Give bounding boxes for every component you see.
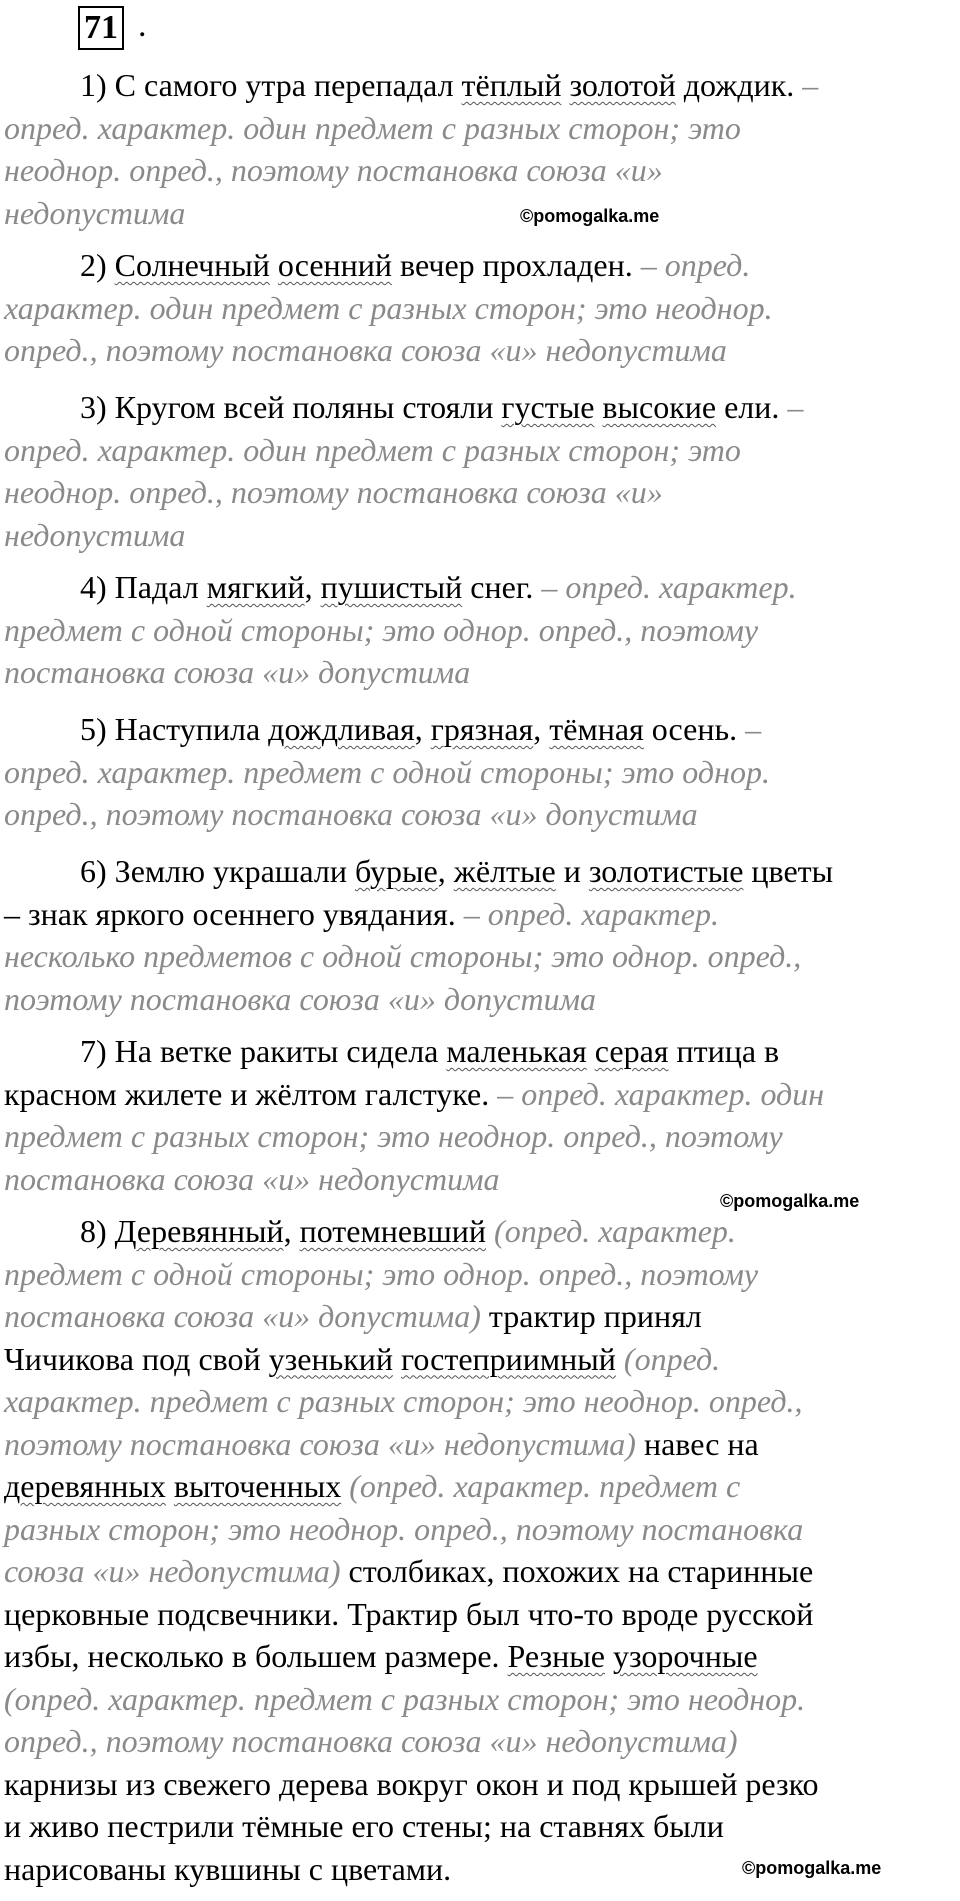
text-line [4, 978, 596, 1020]
explanation-text: предмет с одной стороны; это однор. опред., поэтому [4, 611, 759, 648]
text-segment: 7) На ветке ракиты сидела [80, 1033, 447, 1069]
text-line [4, 1848, 451, 1890]
text-segment: 1) С самого утра перепадал [80, 67, 462, 103]
text-segment: карнизы из свежего дерева вокруг окон и под крышей резко [4, 1765, 819, 1802]
text-line [4, 1465, 740, 1507]
explanation-text: неоднор. опред., поэтому постановка союза «и» [4, 474, 663, 510]
text-line [80, 244, 750, 286]
text-line [80, 566, 797, 608]
text-line [4, 1763, 819, 1805]
explanation-text: – [802, 67, 819, 103]
text-segment: – знак яркого осеннего увядания. [4, 895, 464, 932]
underlined-word: дождливая [268, 711, 415, 747]
underlined-word: тёплый [461, 67, 562, 103]
text-line [4, 1508, 803, 1550]
text-segment: цветы [743, 853, 834, 889]
text-line [4, 793, 698, 835]
underlined-word: Деревянный [114, 1213, 284, 1249]
text-segment: трактир принял [480, 1298, 702, 1334]
text-line [4, 1295, 702, 1337]
text-line [4, 609, 758, 651]
explanation-text: (опред. характер. предмет с разных сторон; это неоднор. [4, 1680, 806, 1717]
text-segment: 2) [80, 247, 115, 283]
text-line [4, 1678, 805, 1720]
explanation-text: – опред. характер. один [497, 1075, 825, 1112]
underlined-word: узенький [268, 1340, 394, 1377]
underlined-word: золотой [569, 67, 676, 103]
explanation-text: опред. характер. один предмет с разных сторон; это [4, 109, 741, 146]
explanation-text: опред. характер. один предмет с разных сторон; это [4, 431, 741, 468]
text-segment: 6) Землю украшали [80, 853, 355, 889]
text-segment [270, 247, 278, 283]
text-segment: Чичикова под свой [4, 1340, 269, 1377]
explanation-text: поэтому постановка союза «и» недопустима) [4, 1425, 636, 1462]
text-line [4, 1073, 824, 1115]
text-line [4, 1423, 759, 1465]
text-segment: навес на [635, 1425, 759, 1462]
text-line [4, 1115, 783, 1157]
text-segment: 3) Кругом всей поляны стояли [80, 389, 502, 425]
text-segment: 4) Падал [80, 569, 207, 605]
explanation-text: опред., поэтому постановка союза «и» недопустима) [4, 1723, 738, 1759]
explanation-text: поэтому постановка союза «и» допустима [4, 980, 596, 1017]
text-line [4, 1158, 500, 1200]
text-segment: и [555, 853, 589, 889]
explanation-text: опред., поэтому постановка союза «и» недопустима [4, 332, 727, 368]
watermark: ©pomogalka.me [720, 1191, 860, 1211]
explanation-text: характер. один предмет с разных сторон; это неоднор. [4, 289, 773, 326]
text-line [4, 329, 727, 371]
underlined-word: пушистый [320, 569, 463, 605]
underlined-word: маленькая [446, 1033, 587, 1069]
text-segment: , [414, 711, 431, 747]
underlined-word: высокие [602, 389, 717, 425]
text-line [4, 149, 663, 191]
underlined-word: Солнечный [114, 247, 270, 283]
explanation-text: постановка союза «и» допустима [4, 654, 471, 690]
text-segment [616, 1341, 624, 1377]
explanation-text: (опред. характер. [494, 1213, 736, 1249]
text-line [80, 708, 761, 750]
text-segment: вечер прохладен. [392, 247, 641, 283]
text-line [4, 1550, 813, 1592]
underlined-word: жёлтые [453, 853, 556, 889]
explanation-text: – опред. характер. [541, 569, 797, 605]
underlined-word: Резные [507, 1638, 605, 1674]
text-segment: церковные подсвечники. Трактир был что-то вроде русской [4, 1595, 814, 1632]
text-segment: , [437, 853, 454, 889]
explanation-text: разных сторон; это неоднор. опред., поэтому постановка [4, 1510, 804, 1547]
underlined-word: грязная [430, 711, 534, 747]
text-line [4, 107, 741, 149]
exercise-number: 71 [78, 6, 124, 50]
text-line [4, 1338, 720, 1380]
text-line [4, 429, 741, 471]
explanation-text: – опред. характер. [463, 895, 719, 932]
text-line [4, 1805, 724, 1847]
text-segment [166, 1468, 174, 1504]
underlined-word: густые [501, 389, 595, 425]
explanation-text: несколько предметов с одной стороны; это однор. опред., [4, 938, 802, 974]
text-line [4, 471, 663, 513]
text-line [80, 1030, 779, 1072]
watermark: ©pomogalka.me [520, 206, 660, 226]
text-line [4, 287, 773, 329]
explanation-text: – [787, 389, 804, 425]
underlined-word: серая [594, 1033, 669, 1069]
exercise-number-dot: . [138, 7, 147, 44]
text-segment: , [283, 1213, 300, 1249]
text-segment: осень. [643, 711, 746, 747]
text-segment: избы, несколько в большем размере. [4, 1638, 508, 1674]
underlined-word: гостеприимный [401, 1340, 616, 1377]
underlined-word: золотистые [588, 853, 744, 889]
text-segment: нарисованы кувшины с цветами. [4, 1850, 452, 1887]
text-segment [486, 1213, 494, 1249]
text-line [4, 935, 801, 977]
text-segment [587, 1033, 595, 1069]
underlined-word: мягкий [206, 569, 305, 605]
text-segment [605, 1638, 613, 1674]
text-segment: ели. [716, 389, 788, 425]
text-line [80, 386, 803, 428]
underlined-word: потемневший [299, 1213, 487, 1249]
text-line [80, 64, 818, 106]
text-segment [393, 1341, 401, 1377]
explanation-text: опред., поэтому постановка союза «и» допустима [4, 796, 698, 832]
text-line [4, 893, 719, 935]
explanation-text: неоднор. опред., поэтому постановка союза «и» [4, 152, 663, 188]
explanation-text: – опред. [640, 247, 751, 283]
explanation-text: предмет с разных сторон; это неоднор. опред., поэтому [4, 1118, 783, 1154]
explanation-text: постановка союза «и» допустима) [4, 1298, 481, 1334]
text-line [4, 1253, 758, 1295]
text-line [80, 850, 833, 892]
text-line [4, 1720, 738, 1762]
text-line [4, 514, 185, 556]
explanation-text: союза «и» недопустима) [4, 1553, 341, 1589]
underlined-word: бурые [354, 853, 438, 889]
underlined-word: выточенных [173, 1468, 342, 1504]
text-line [4, 651, 470, 693]
text-segment: красном жилете и жёлтом галстуке. [4, 1075, 498, 1112]
explanation-text: постановка союза «и» недопустима [4, 1160, 500, 1197]
text-line [4, 751, 770, 793]
text-segment: 5) Наступила [80, 711, 269, 747]
underlined-word: деревянных [4, 1468, 166, 1504]
text-segment: дождик. [675, 67, 803, 103]
explanation-text: (опред. [623, 1340, 721, 1377]
text-segment: столбиках, похожих на старинные [340, 1553, 814, 1589]
text-segment: и живо пестрили тёмные его стены; на ставнях были [4, 1808, 724, 1844]
explanation-text: недопустима [4, 516, 186, 553]
text-line [4, 1380, 803, 1422]
text-line [4, 1593, 813, 1635]
text-segment: , [304, 569, 321, 605]
watermark: ©pomogalka.me [742, 1858, 882, 1878]
text-line [4, 192, 185, 234]
text-segment: , [533, 711, 550, 747]
explanation-text: – [745, 711, 762, 747]
explanation-text: недопустима [4, 194, 186, 231]
underlined-word: тёмная [549, 711, 644, 747]
text-line [80, 1210, 736, 1252]
underlined-word: осенний [277, 247, 393, 283]
text-segment: снег. [462, 569, 542, 605]
text-segment: птица в [668, 1033, 780, 1069]
explanation-text: предмет с одной стороны; это однор. опред., поэтому [4, 1255, 759, 1292]
explanation-text: опред. характер. предмет с одной стороны; это однор. [4, 753, 770, 790]
underlined-word: узорочные [612, 1638, 758, 1674]
explanation-text: характер. предмет с разных сторон; это неоднор. опред., [4, 1383, 803, 1419]
explanation-text: (опред. характер. предмет с [349, 1468, 741, 1504]
text-line [4, 1635, 758, 1677]
text-segment: 8) [80, 1213, 115, 1249]
